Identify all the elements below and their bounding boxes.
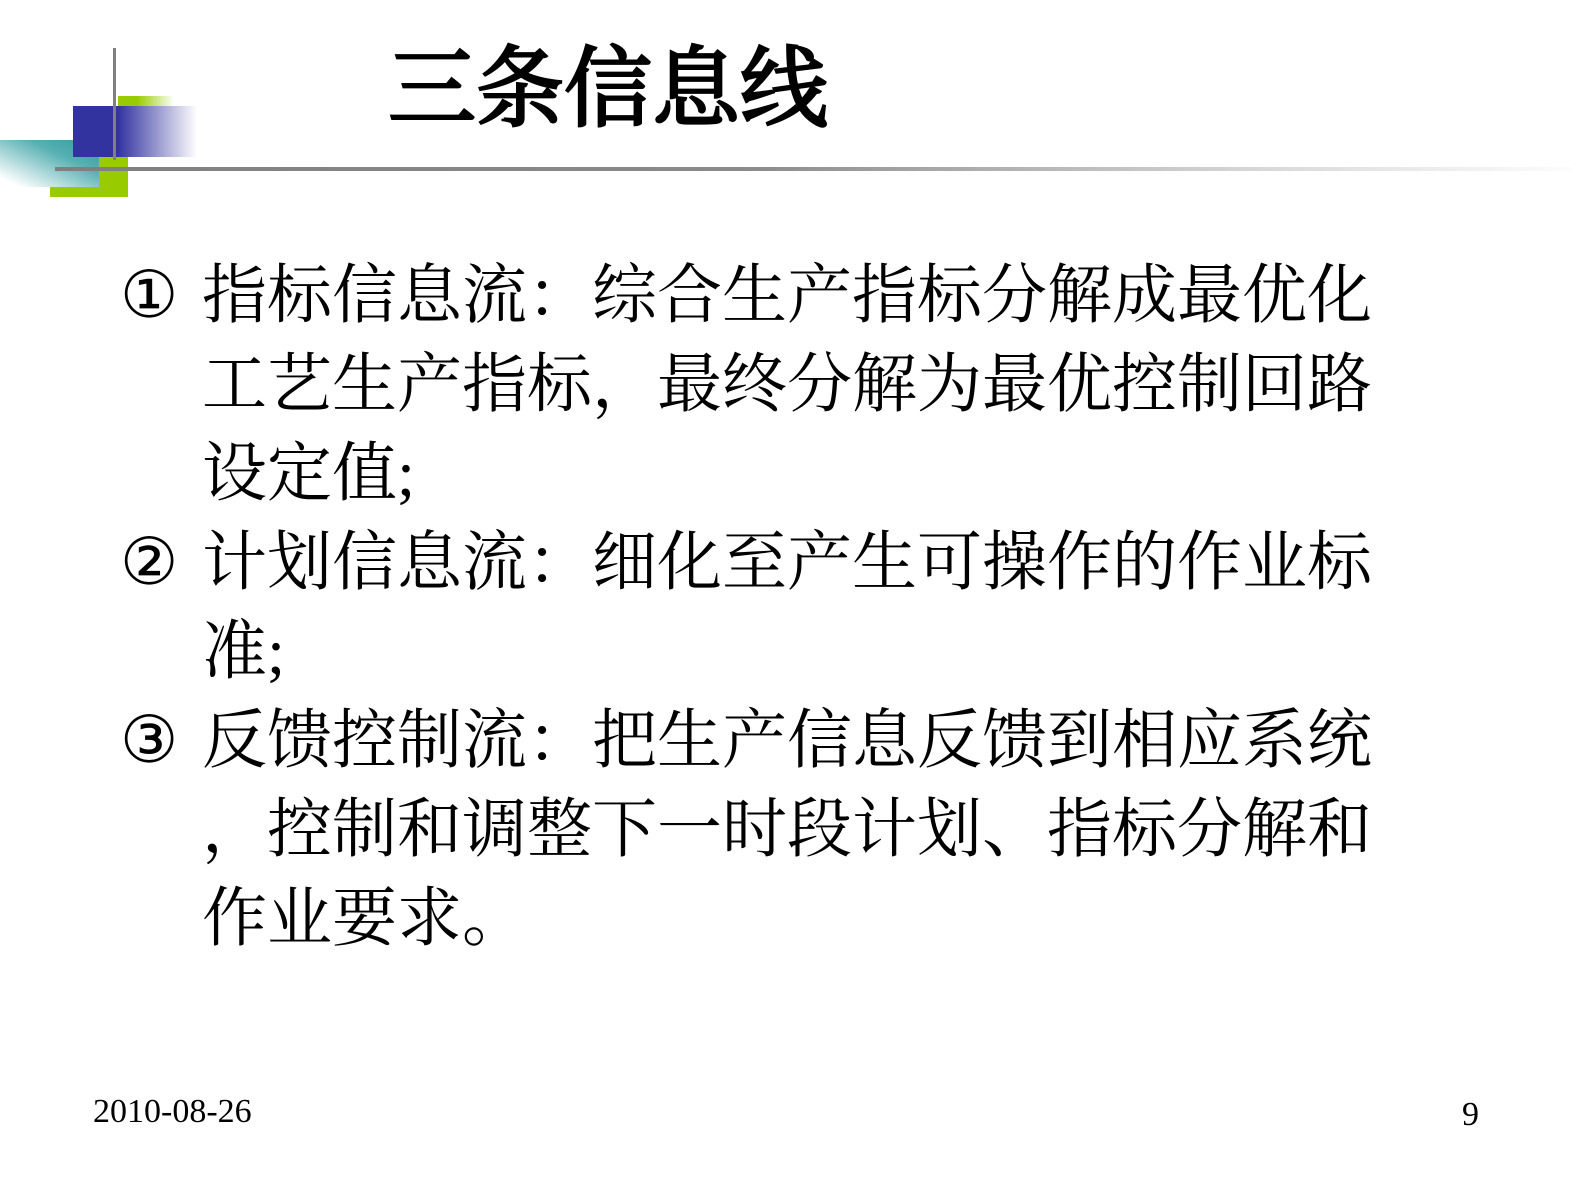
footer-date: 2010-08-26 [93, 1093, 252, 1130]
list-item [120, 519, 1495, 697]
list-item-marker-1: ① [120, 260, 179, 332]
decoration-vertical-line [113, 48, 116, 160]
title-underline-rule [55, 167, 1574, 171]
list-item-marker-3: ③ [120, 705, 179, 777]
slide-body [120, 252, 1495, 964]
slide-title: 三条信息线 [388, 42, 829, 139]
list-item [120, 252, 1495, 519]
list-item-text-3: 反馈控制流：把生产信息反馈到相应系统，控制和调整下一时段计划、指标分解和作业要求。 [202, 705, 1373, 955]
list-item-text-2: 计划信息流：细化至产生可操作的作业标准; [202, 527, 1373, 688]
list-item-marker-2: ② [120, 527, 179, 599]
page-number: 9 [1462, 1096, 1479, 1133]
decoration-blue-gradient-rect [73, 106, 201, 157]
list-item [120, 697, 1495, 964]
list-item-text-1: 指标信息流：综合生产指标分解成最优化工艺生产指标，最终分解为最优控制回路设定值; [202, 260, 1373, 510]
